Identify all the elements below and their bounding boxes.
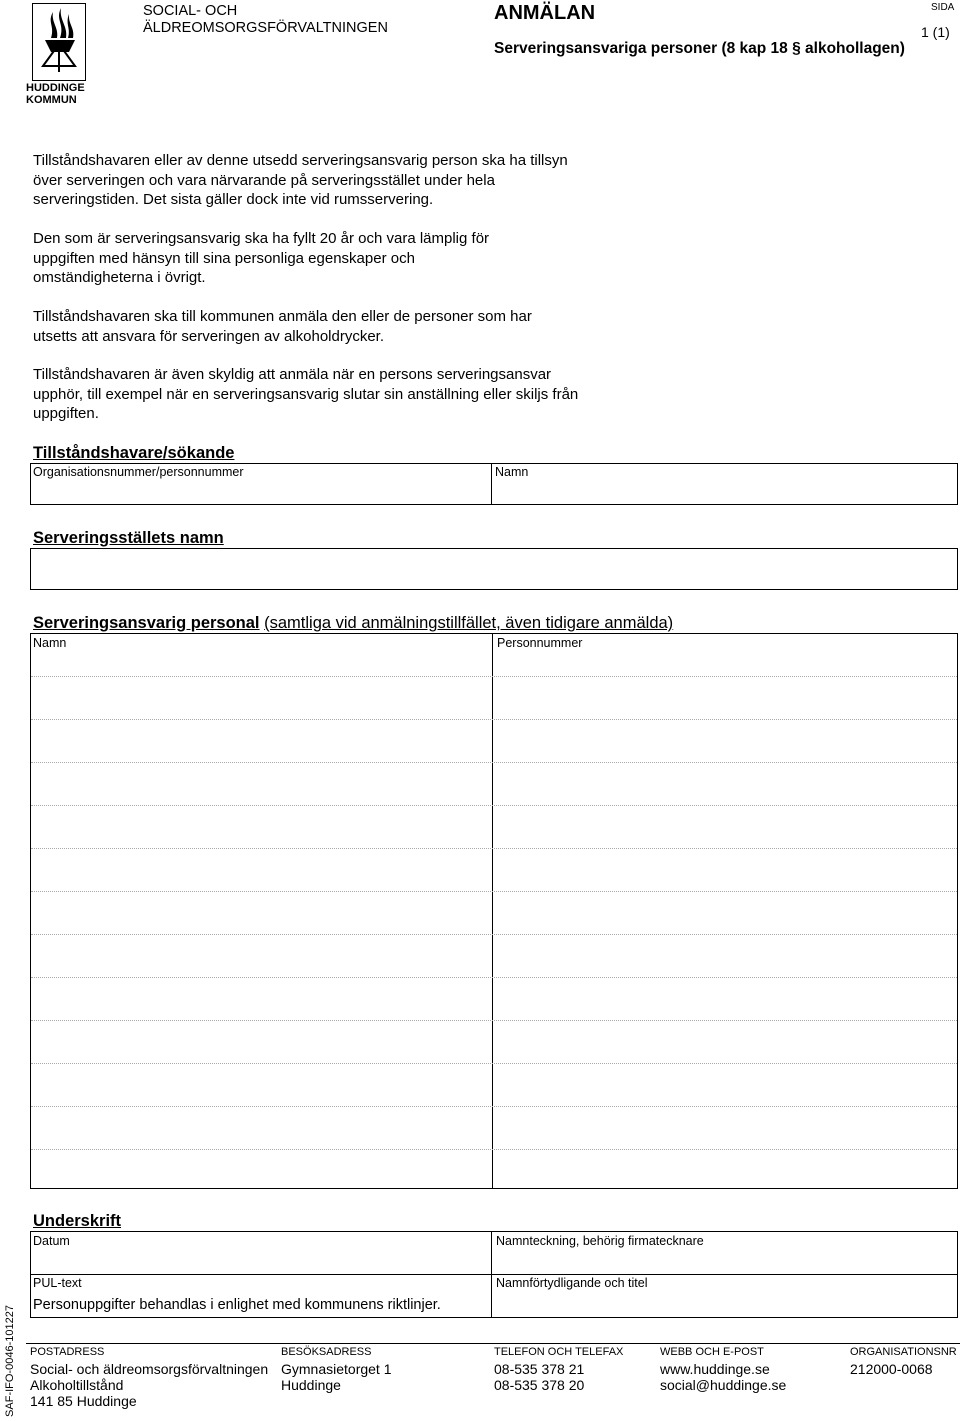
signature-heading: Underskrift (33, 1212, 122, 1230)
footer-orgnr-label: ORGANISATIONSNR (850, 1346, 957, 1358)
venue-heading: Serveringsställets namn (33, 529, 224, 547)
besok-line: Huddinge (281, 1377, 341, 1393)
pul-box (30, 1274, 492, 1318)
staff-row-line (31, 1063, 957, 1064)
form-subtitle: Serveringsansvariga personer (8 kap 18 § alkohollagen) (494, 40, 905, 57)
page-label: SIDA (931, 2, 955, 13)
org-number-label: Organisationsnummer/personnummer (33, 465, 244, 479)
footer-besok (281, 1361, 392, 1393)
org-number-field[interactable] (30, 463, 492, 505)
footer-web (660, 1361, 786, 1393)
footer-postadress (30, 1361, 268, 1409)
form-code: SAF-IFO-0046-101227 (4, 1305, 16, 1417)
applicant-name-label: Namn (495, 465, 529, 479)
staff-column-divider (492, 634, 493, 1188)
org-line2: ÄLDREOMSORGSFÖRVALTNINGEN (143, 20, 388, 36)
besok-line: Gymnasietorget 1 (281, 1361, 392, 1377)
tel-line: 08-535 378 21 (494, 1361, 585, 1377)
staff-row-line (31, 1149, 957, 1150)
municipality-logo (32, 3, 86, 81)
staff-heading-row (33, 614, 673, 633)
staff-heading: Serveringsansvarig personal (33, 614, 260, 632)
fax-line: 08-535 378 20 (494, 1377, 585, 1393)
footer-tel-label: TELEFON OCH TELEFAX (494, 1346, 624, 1358)
postadress-line: 141 85 Huddinge (30, 1393, 137, 1409)
department-name (143, 3, 388, 37)
intro-paragraph-1: Tillståndshavaren eller av denne utsedd serveringsansvarig person ska ha tillsyn över serveringen och vara närvarande på serveringsstället under hela serveringstiden. Det sista gäller dock inte vid rumsservering. (33, 152, 568, 208)
staff-table (30, 633, 958, 1189)
footer-web-label: WEBB OCH E-POST (660, 1346, 764, 1358)
form-title: ANMÄLAN (494, 2, 596, 24)
applicant-heading: Tillståndshavare/sökande (33, 444, 235, 462)
page-number: 1 (1) (921, 24, 950, 40)
footer-tel (494, 1361, 584, 1393)
footer-orgnr: 212000-0068 (850, 1361, 933, 1377)
staff-row-line (31, 1106, 957, 1107)
staff-row-line (31, 977, 957, 978)
name-clarification-field[interactable] (491, 1274, 958, 1318)
email-link[interactable]: social@huddinge.se (660, 1377, 787, 1393)
org-line1: SOCIAL- OCH (143, 3, 238, 19)
logo-text (26, 82, 85, 106)
staff-row-line (31, 805, 957, 806)
staff-heading-note: (samtliga vid anmälningstillfället, även tidigare anmälda) (264, 614, 674, 632)
staff-row-line (31, 891, 957, 892)
staff-row-line (31, 848, 957, 849)
staff-row-line (31, 1020, 957, 1021)
footer-postadress-label: POSTADRESS (30, 1346, 105, 1358)
coat-of-arms-icon (33, 4, 85, 80)
logo-line1: HUDDINGE (26, 82, 85, 94)
footer-divider (26, 1343, 960, 1344)
venue-name-field[interactable] (30, 548, 958, 590)
intro-paragraph-2: Den som är serveringsansvarig ska ha fyllt 20 år och vara lämplig för uppgiften med hänsyn till sina personliga egenskaper och omständigheterna i övrigt. (33, 230, 490, 286)
postadress-line: Alkoholtillstånd (30, 1377, 124, 1393)
pul-label: PUL-text (33, 1276, 82, 1290)
intro-paragraph-3: Tillståndshavaren ska till kommunen anmäla den eller de personer som har utsetts att ansvara för serveringen av alkoholdrycker. (33, 308, 532, 345)
signature-label: Namnteckning, behörig firmatecknare (496, 1234, 704, 1248)
staff-row-line (31, 719, 957, 720)
pul-text: Personuppgifter behandlas i enlighet med kommunens riktlinjer. (33, 1297, 441, 1313)
applicant-name-field[interactable] (491, 463, 958, 505)
logo-line2: KOMMUN (26, 94, 77, 106)
staff-row-line (31, 676, 957, 677)
postadress-line: Social- och äldreomsorgsförvaltningen (30, 1361, 269, 1377)
staff-row-line (31, 934, 957, 935)
staff-pnr-column-label: Personnummer (497, 636, 583, 650)
name-clarification-label: Namnförtydligande och titel (496, 1276, 648, 1290)
intro-paragraph-4: Tillståndshavaren är även skyldig att anmäla när en persons serveringsansvar upphör, till exempel när en serveringsansvarig slutar sin anställning eller skiljs från uppgiften. (33, 366, 579, 422)
signature-field[interactable] (491, 1231, 958, 1275)
date-field[interactable] (30, 1231, 492, 1275)
staff-row-line (31, 762, 957, 763)
date-label: Datum (33, 1234, 70, 1248)
staff-name-column-label: Namn (33, 636, 67, 650)
footer-besok-label: BESÖKSADRESS (281, 1346, 372, 1358)
website-link[interactable]: www.huddinge.se (660, 1361, 770, 1377)
